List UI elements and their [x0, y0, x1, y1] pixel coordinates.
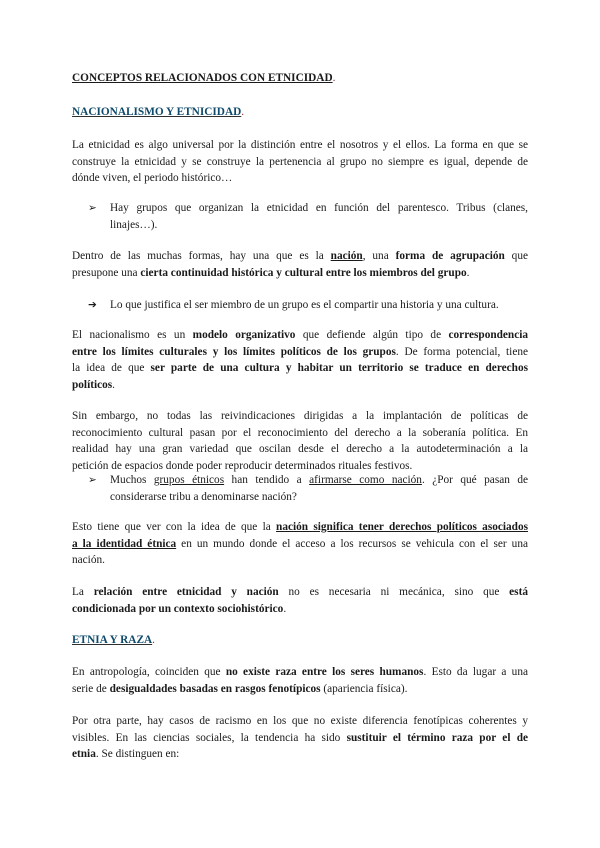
- p3-line1: El nacionalismo es un modelo organizativo que defiende algún tipo de correspondencia: [72, 329, 529, 341]
- paragraph-3: [72, 327, 528, 393]
- term-condicionada: condicionada por un contexto sociohistórico: [72, 602, 284, 615]
- term-desigualdades: desigualdades basadas en rasgos fenotípicos: [109, 682, 321, 695]
- section2-heading-text: ETNIA Y RAZA: [72, 634, 153, 646]
- paragraph-7: [72, 664, 528, 697]
- term-continuidad: cierta continuidad histórica y cultural entre los miembros del grupo: [140, 266, 467, 279]
- term-forma-agrupacion: forma de agrupación: [395, 250, 505, 262]
- p2-line2: presupone una cierta continuidad histórica y cultural entre los miembros del grupo.: [72, 266, 470, 279]
- section-heading-nacionalismo: [72, 104, 528, 121]
- p7-line1: En antropología, coinciden que no existe raza entre los seres humanos. Esto da lugar a una: [72, 666, 528, 678]
- title-dot: .: [332, 72, 336, 84]
- section-heading-etnia-raza: [72, 632, 528, 649]
- term-etnia: etnia: [72, 748, 96, 760]
- term-correspondencia: correspondencia: [448, 329, 529, 341]
- term-sustituir: sustituir el término raza por el de: [346, 731, 529, 744]
- right-arrow-icon: ➔: [88, 299, 97, 311]
- b2-text: Lo que justifica el ser miembro de un grupo es el compartir una historia y una cultura.: [110, 299, 499, 311]
- term-limites: entre los límites culturales y los límites políticos de los grupos: [72, 345, 396, 358]
- b3-line2: considerarse tribu a denominarse nación?: [110, 490, 297, 503]
- p6-line2: condicionada por un contexto sociohistórico.: [72, 602, 287, 615]
- paragraph-1: [72, 137, 528, 187]
- p4-line3: realidad hay una gran variedad que oscilan desde el derecho a la autodeterminación a la: [72, 443, 528, 455]
- term-politicos: políticos: [72, 378, 113, 391]
- p4-line1: Sin embargo, no todas las reivindicaciones dirigidas a la implantación de políticas de: [72, 410, 528, 422]
- section1-heading-text: NACIONALISMO Y ETNICIDAD: [72, 106, 242, 118]
- term-nacion-derechos: nación significa tener derechos políticos asociados: [276, 521, 528, 533]
- section1-dot: .: [241, 106, 245, 118]
- arrow-bullet-icon: ➢: [88, 202, 97, 214]
- p5-line2: a la identidad étnica en un mundo donde el acceso a los recursos se vehicula con el ser una: [72, 537, 528, 550]
- term-identidad-etnica: a la identidad étnica: [72, 537, 177, 550]
- b1-line2: linajes…).: [110, 218, 158, 231]
- paragraph-2: [72, 248, 528, 281]
- arrow-bullet-icon-2: ➢: [88, 474, 97, 486]
- p4-line4: petición de espacios donde poder reproducir determinados rituales festivos.: [72, 459, 413, 472]
- p1-line1: La etnicidad es algo universal por la distinción entre el nosotros y el ellos. La forma en que se: [72, 139, 528, 151]
- paragraph-8: [72, 713, 528, 763]
- p8-line3: etnia. Se distinguen en:: [72, 748, 180, 760]
- term-grupos-etnicos: grupos étnicos: [153, 474, 225, 486]
- p1-line2: construye la etnicidad y se construye la pertenencia al grupo no siempre es igual, depende de: [72, 155, 528, 168]
- b3-line1: Muchos grupos étnicos han tendido a afirmarse como nación. ¿Por qué pasan de: [110, 474, 529, 486]
- p6-line1: La relación entre etnicidad y nación no es necesaria ni mecánica, sino que está: [72, 586, 528, 598]
- paragraph-5: [72, 519, 528, 569]
- term-esta: está: [509, 586, 528, 598]
- document-title: [72, 70, 528, 87]
- term-relacion: relación entre etnicidad y nación: [93, 586, 279, 598]
- p5-line1: Esto tiene que ver con la idea de que la nación significa tener derechos políticos asociados: [72, 521, 528, 533]
- title-text: CONCEPTOS RELACIONADOS CON ETNICIDAD: [72, 72, 333, 84]
- section2-dot: .: [152, 634, 155, 646]
- term-nacion: nación: [330, 250, 363, 262]
- term-cultura-territorio: ser parte de una cultura y habitar un territorio se traduce en derechos: [150, 362, 528, 374]
- p1-line3: dónde viven, el periodo histórico…: [72, 172, 233, 184]
- p3-line2: entre los límites culturales y los límites políticos de los grupos. De forma potencial, tiene: [72, 345, 528, 358]
- term-no-existe-raza: no existe raza entre los seres humanos: [225, 666, 424, 678]
- p5-line3: nación.: [72, 554, 105, 566]
- p3-line4: políticos.: [72, 378, 115, 391]
- p8-line1: Por otra parte, hay casos de racismo en los que no existe diferencia fenotípicas coherentes y: [72, 715, 528, 727]
- paragraph-4: [72, 408, 528, 474]
- b1-line1: Hay grupos que organizan la etnicidad en función del parentesco. Tribus (clanes,: [110, 202, 528, 214]
- p4-line2: reconocimiento cultural pasan por el reconocimiento del derecho a la soberanía política. En: [72, 426, 528, 439]
- term-afirmarse-nacion: afirmarse como nación: [309, 474, 422, 486]
- p7-line2: serie de desigualdades basadas en rasgos fenotípicos (apariencia física).: [72, 682, 408, 695]
- term-modelo-organizativo: modelo organizativo: [192, 329, 296, 341]
- p3-line3: la idea de que ser parte de una cultura y habitar un territorio se traduce en derechos: [72, 362, 528, 374]
- paragraph-6: [72, 584, 528, 617]
- p8-line2: visibles. En las ciencias sociales, la tendencia ha sido sustituir el término raza por el de: [72, 731, 529, 744]
- p2-line1: Dentro de las muchas formas, hay una que es la nación, una forma de agrupación que: [72, 250, 528, 262]
